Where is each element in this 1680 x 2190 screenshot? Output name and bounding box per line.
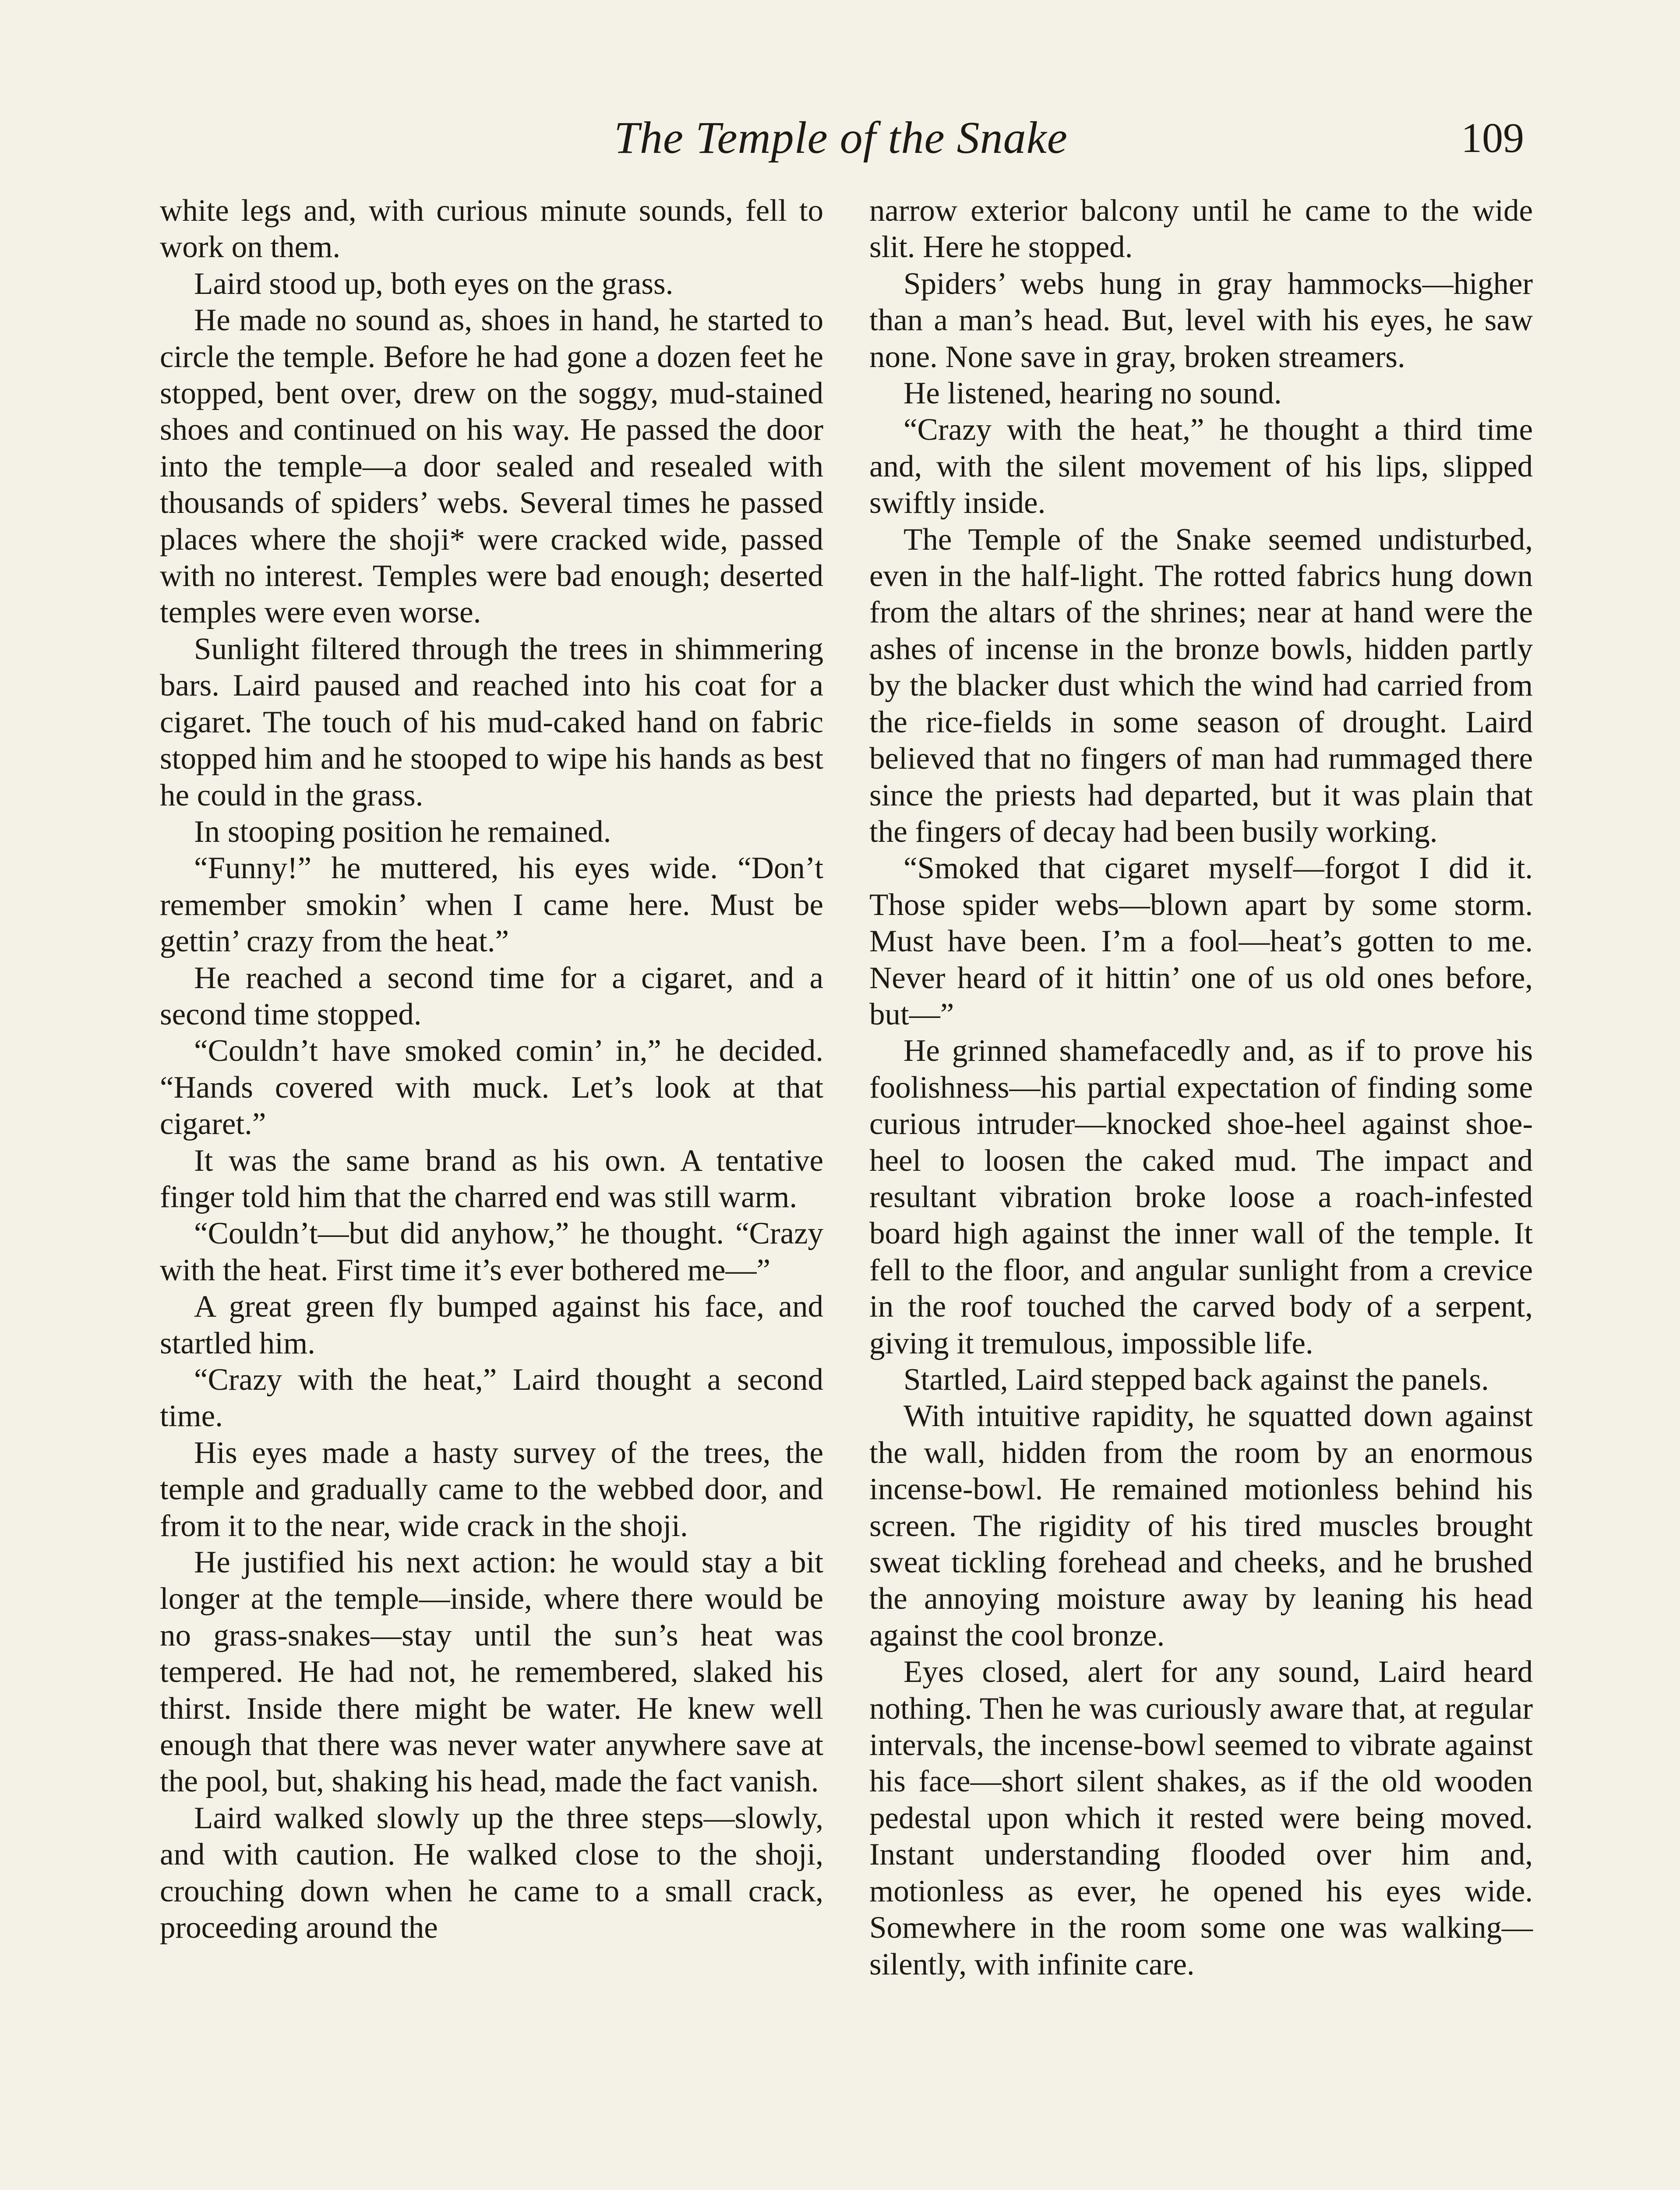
paragraph: He made no sound as, shoes in hand, he started to circle the temple. Before he had gone a dozen feet he stopped, bent over, drew on the soggy, mud-stained shoes and continued on his way. He passed the door into the temple—a door sealed and resealed with thousands of spiders’ webs. Several times he passed places where the shoji* were cracked wide, passed with no interest. Temples were bad enough; deserted temples were even worse. (160, 303, 823, 630)
paragraph: It was the same brand as his own. A tentative finger told him that the charred end was still warm. (160, 1143, 823, 1214)
paragraph: He listened, hearing no sound. (904, 376, 1282, 411)
paragraph: Sunlight filtered through the trees in shimmering bars. Laird paused and reached into his coat for a cigaret. The touch of his mud-caked hand on fabric stopped him and he stooped to wipe his hands as best he could in the grass. (160, 632, 823, 812)
paragraph: white legs and, with curious minute sounds, fell to work on them. (160, 194, 823, 265)
paragraph: “Crazy with the heat,” he thought a third time and, with the silent movement of his lips, slipped swiftly inside. (869, 413, 1533, 520)
paragraph: Spiders’ webs hung in gray hammocks—higher than a man’s head. But, level with his eyes, he saw none. None save in gray, broken streamers. (869, 266, 1533, 374)
paragraph: Startled, Laird stepped back against the panels. (904, 1363, 1489, 1397)
text-column-right (869, 193, 1533, 1983)
paragraph: “Couldn’t have smoked comin’ in,” he decided. “Hands covered with muck. Let’s look at that cigaret.” (160, 1034, 823, 1141)
paragraph: “Couldn’t—but did anyhow,” he thought. “Crazy with the heat. First time it’s ever bothered me—” (160, 1216, 823, 1287)
page-number: 109 (1461, 114, 1524, 161)
paragraph: Eyes closed, alert for any sound, Laird heard nothing. Then he was curiously aware that, at regular intervals, the incense-bowl seemed to vibrate against his face—short silent shakes, as if the old wooden pedestal upon which it rested were being moved. Instant understanding flooded over him and, motionless as ever, he opened his eyes wide. Somewhere in the room some one was walking—silently, with infinite care. (869, 1655, 1533, 1982)
paragraph: He grinned shamefacedly and, as if to prove his foolishness—his partial expectation of finding some curious intruder—knocked shoe-heel against shoe-heel to loosen the caked mud. The impact and resultant vibration broke loose a roach-infested board high against the inner wall of the temple. It fell to the floor, and angular sunlight from a crevice in the roof touched the carved body of a serpent, giving it tremulous, impossible life. (869, 1034, 1533, 1360)
paragraph: “Funny!” he muttered, his eyes wide. “Don’t remember smokin’ when I came here. Must be gettin’ crazy from the heat.” (160, 851, 823, 959)
paragraph: He reached a second time for a cigaret, and a second time stopped. (160, 961, 823, 1031)
paragraph: He justified his next action: he would stay a bit longer at the temple—inside, where there would be no grass-snakes—stay until the sun’s heat was tempered. He had not, he remembered, slaked his thirst. Inside there might be water. He knew well enough that there was never water anywhere save at the pool, but, shaking his head, made the fact vanish. (160, 1545, 823, 1799)
paragraph: narrow exterior balcony until he came to the wide slit. Here he stopped. (869, 194, 1533, 265)
paragraph: His eyes made a hasty survey of the trees, the temple and gradually came to the webbed door, and from it to the near, wide crack in the shoji. (160, 1435, 823, 1543)
paragraph: Laird walked slowly up the three steps—slowly, and with caution. He walked close to the shoji, crouching down when he came to a small crack, proceeding around the (160, 1801, 823, 1945)
paragraph: The Temple of the Snake seemed undisturbed, even in the half-light. The rotted fabrics hung down from the altars of the shrines; near at hand were the ashes of incense in the bronze bowls, hidden partly by the blacker dust which the wind had carried from the rice-fields in some season of drought. Laird believed that no fingers of man had rummaged there since the priests had departed, but it was plain that the fingers of decay had been busily working. (869, 522, 1533, 849)
running-title: The Temple of the Snake (614, 113, 1068, 163)
paragraph: With intuitive rapidity, he squatted down against the wall, hidden from the room by an enormous incense-bowl. He remained motionless behind his screen. The rigidity of his tired muscles brought sweat tickling forehead and cheeks, and he brushed the annoying moisture away by leaning his head against the cool bronze. (869, 1399, 1533, 1653)
paragraph: A great green fly bumped against his face, and startled him. (160, 1289, 823, 1360)
paragraph: “Crazy with the heat,” Laird thought a second time. (160, 1363, 823, 1434)
paragraph: In stooping position he remained. (194, 814, 611, 849)
running-header (158, 105, 1524, 171)
paragraph: “Smoked that cigaret myself—forgot I did it. Those spider webs—blown apart by some storm. Must have been. I’m a fool—heat’s gotten to me. Never heard of it hittin’ one of us old ones before, but—” (869, 851, 1533, 1031)
paragraph: Laird stood up, both eyes on the grass. (194, 266, 674, 301)
text-column-left (160, 193, 823, 1946)
